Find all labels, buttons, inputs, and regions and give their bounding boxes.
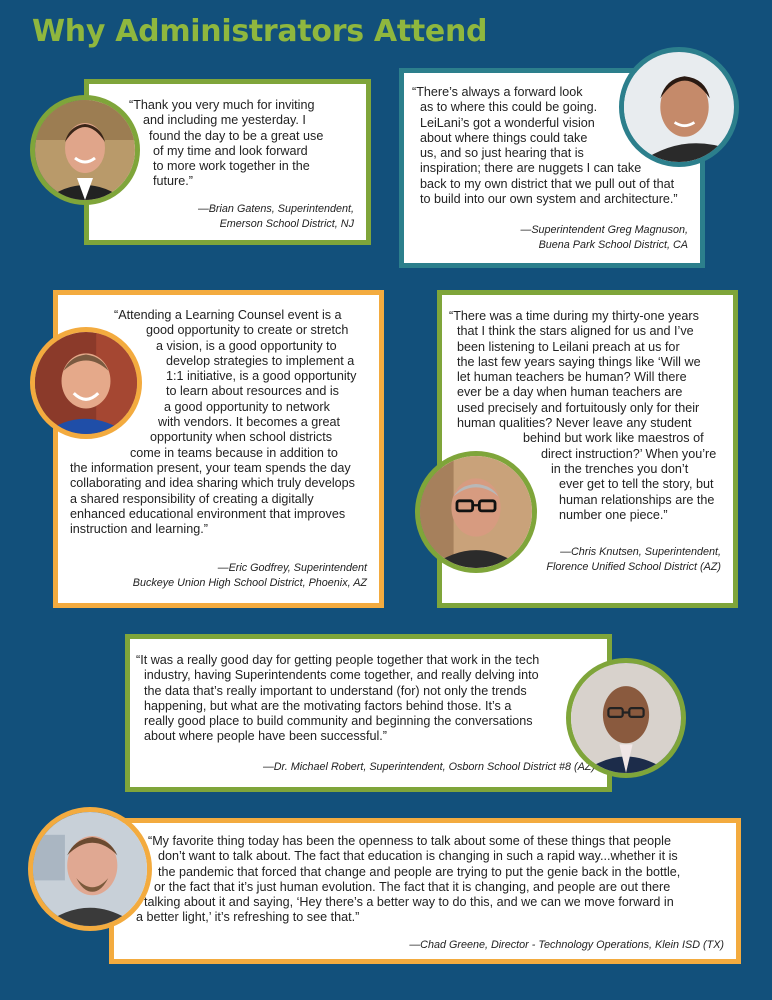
avatar-brian-gatens	[30, 95, 140, 205]
page-title: Why Administrators Attend	[32, 14, 488, 49]
attribution-line: —Dr. Michael Robert, Superintendent, Osborn School District #8 (AZ)	[262, 761, 595, 773]
quote-line: “Thank you very much for inviting	[129, 98, 315, 112]
testimonial-quote	[136, 653, 612, 745]
quote-line: “There was a time during my thirty-one years	[449, 309, 699, 323]
attribution-line: —Brian Gatens, Superintendent,	[197, 203, 354, 215]
attribution-line: —Superintendent Greg Magnuson,	[520, 224, 688, 236]
attribution-line: Buena Park School District, CA	[538, 238, 688, 251]
quote-line: back to my own district that we pull out of that	[420, 176, 675, 191]
quote-line: and including me yesterday. I	[143, 113, 306, 128]
avatar-greg-magnuson	[619, 47, 739, 167]
quote-line: collaborating and idea sharing which truly develops	[70, 476, 355, 491]
quote-line: future.”	[153, 174, 193, 189]
quote-line: a shared responsibility of creating a digitally	[70, 491, 314, 506]
testimonial-attribution	[133, 561, 367, 591]
quote-line: “There’s always a forward look	[412, 85, 583, 99]
testimonial-attribution	[409, 938, 724, 953]
testimonial-card-greene	[109, 818, 741, 964]
quote-line: in the trenches you don’t	[551, 461, 689, 476]
quote-line: number one piece.”	[559, 507, 668, 522]
quote-line: of my time and look forward	[153, 143, 308, 158]
quote-line: industry, having Superintendents come together, and really delving into	[144, 668, 539, 683]
testimonial-attribution	[263, 760, 595, 775]
attribution-line: —Eric Godfrey, Superintendent	[217, 562, 367, 574]
avatar-chad-greene	[28, 807, 152, 931]
quote-line: to learn about resources and is	[166, 384, 339, 399]
avatar-michael-robert	[566, 658, 686, 778]
attribution-line: —Chad Greene, Director - Technology Operations, Klein ISD (TX)	[409, 939, 724, 951]
quote-line: as to where this could be going.	[420, 100, 598, 115]
quote-line: direct instruction?’ When you’re	[541, 446, 717, 461]
quote-line: instruction and learning.”	[70, 522, 208, 537]
quote-line: let human teachers be human? Will there	[457, 370, 687, 385]
testimonial-card-robert	[125, 634, 612, 792]
quote-line: good opportunity to create or stretch	[146, 323, 349, 338]
attribution-line: Emerson School District, NJ	[219, 217, 354, 230]
quote-line: about where people have been successful.”	[144, 729, 387, 744]
quote-line: develop strategies to implement a	[166, 353, 355, 368]
quote-line: a better light,’ it’s refreshing to see that.”	[136, 910, 360, 925]
quote-line: behind but work like maestros of	[523, 431, 704, 446]
quote-line: “Attending a Learning Counsel event is a	[114, 308, 342, 322]
quote-line: a good opportunity to network	[164, 399, 330, 414]
quote-line: don’t want to talk about. The fact that education is changing in such a rapid way...whether it is	[158, 849, 678, 864]
quote-line: been listening to Leilani preach at us for	[457, 339, 680, 354]
quote-line: or the fact that it’s just human evolution. The fact that it is changing, and people are out there	[154, 879, 671, 894]
quote-line: happening, but what are the motivating factors behind those. It’s a	[144, 698, 512, 713]
quote-line: “My favorite thing today has been the openness to talk about some of these things that people	[148, 834, 671, 848]
quote-line: the information present, your team spends the day	[70, 460, 351, 475]
quote-line: a vision, is a good opportunity to	[156, 338, 337, 353]
quote-line: us, and so just hearing that is	[420, 146, 584, 161]
testimonial-quote	[129, 98, 369, 190]
avatar-chris-knutsen	[415, 451, 537, 573]
quote-line: with vendors. It becomes a great	[158, 415, 341, 430]
quote-line: 1:1 initiative, is a good opportunity	[166, 369, 357, 384]
attribution-line: Florence Unified School District (AZ)	[546, 560, 721, 573]
quote-line: the pandemic that forced that change and people are trying to put the genie back in the bottle,	[158, 864, 681, 879]
attribution-line: —Chris Knutsen, Superintendent,	[560, 546, 721, 558]
avatar-eric-godfrey	[30, 327, 142, 439]
quote-line: enhanced educational environment that improves	[70, 506, 346, 521]
quote-line: inspiration; there are nuggets I can take	[420, 161, 642, 176]
quote-line: human qualities? Never leave any student	[457, 416, 692, 431]
quote-line: about where things could take	[420, 130, 588, 145]
testimonial-attribution	[198, 202, 354, 232]
quote-line: found the day to be a great use	[149, 128, 324, 143]
quote-line: really good place to build community and beginning the conversations	[144, 714, 533, 729]
quote-line: to build into our own system and architecture.”	[420, 192, 678, 207]
testimonial-attribution	[521, 223, 688, 253]
quote-line: that I think the stars aligned for us and I’ve	[457, 324, 694, 339]
quote-line: come in teams because in addition to	[130, 445, 338, 460]
quote-line: ever get to tell the story, but	[559, 477, 714, 492]
attribution-line: Buckeye Union High School District, Phoenix, AZ	[132, 576, 367, 589]
testimonial-attribution	[546, 545, 721, 575]
testimonial-quote	[136, 834, 744, 926]
quote-line: used precisely and fortuitously only for their	[457, 400, 700, 415]
quote-line: LeiLani’s got a wonderful vision	[420, 115, 595, 130]
quote-line: the data that’s really important to understand (for) not only the trends	[144, 683, 527, 698]
quote-line: ever be a day when human teachers are	[457, 385, 683, 400]
quote-line: the last few years saying things like ‘Will we	[457, 354, 701, 369]
quote-line: talking about it and saying, ‘Hey there’s a better way to do this, and we can we move forward in	[144, 895, 674, 910]
quote-line: to more work together in the	[153, 159, 310, 174]
quote-line: opportunity when school districts	[150, 430, 333, 445]
quote-line: human relationships are the	[559, 492, 715, 507]
quote-line: “It was a really good day for getting people together that work in the tech	[136, 653, 540, 667]
